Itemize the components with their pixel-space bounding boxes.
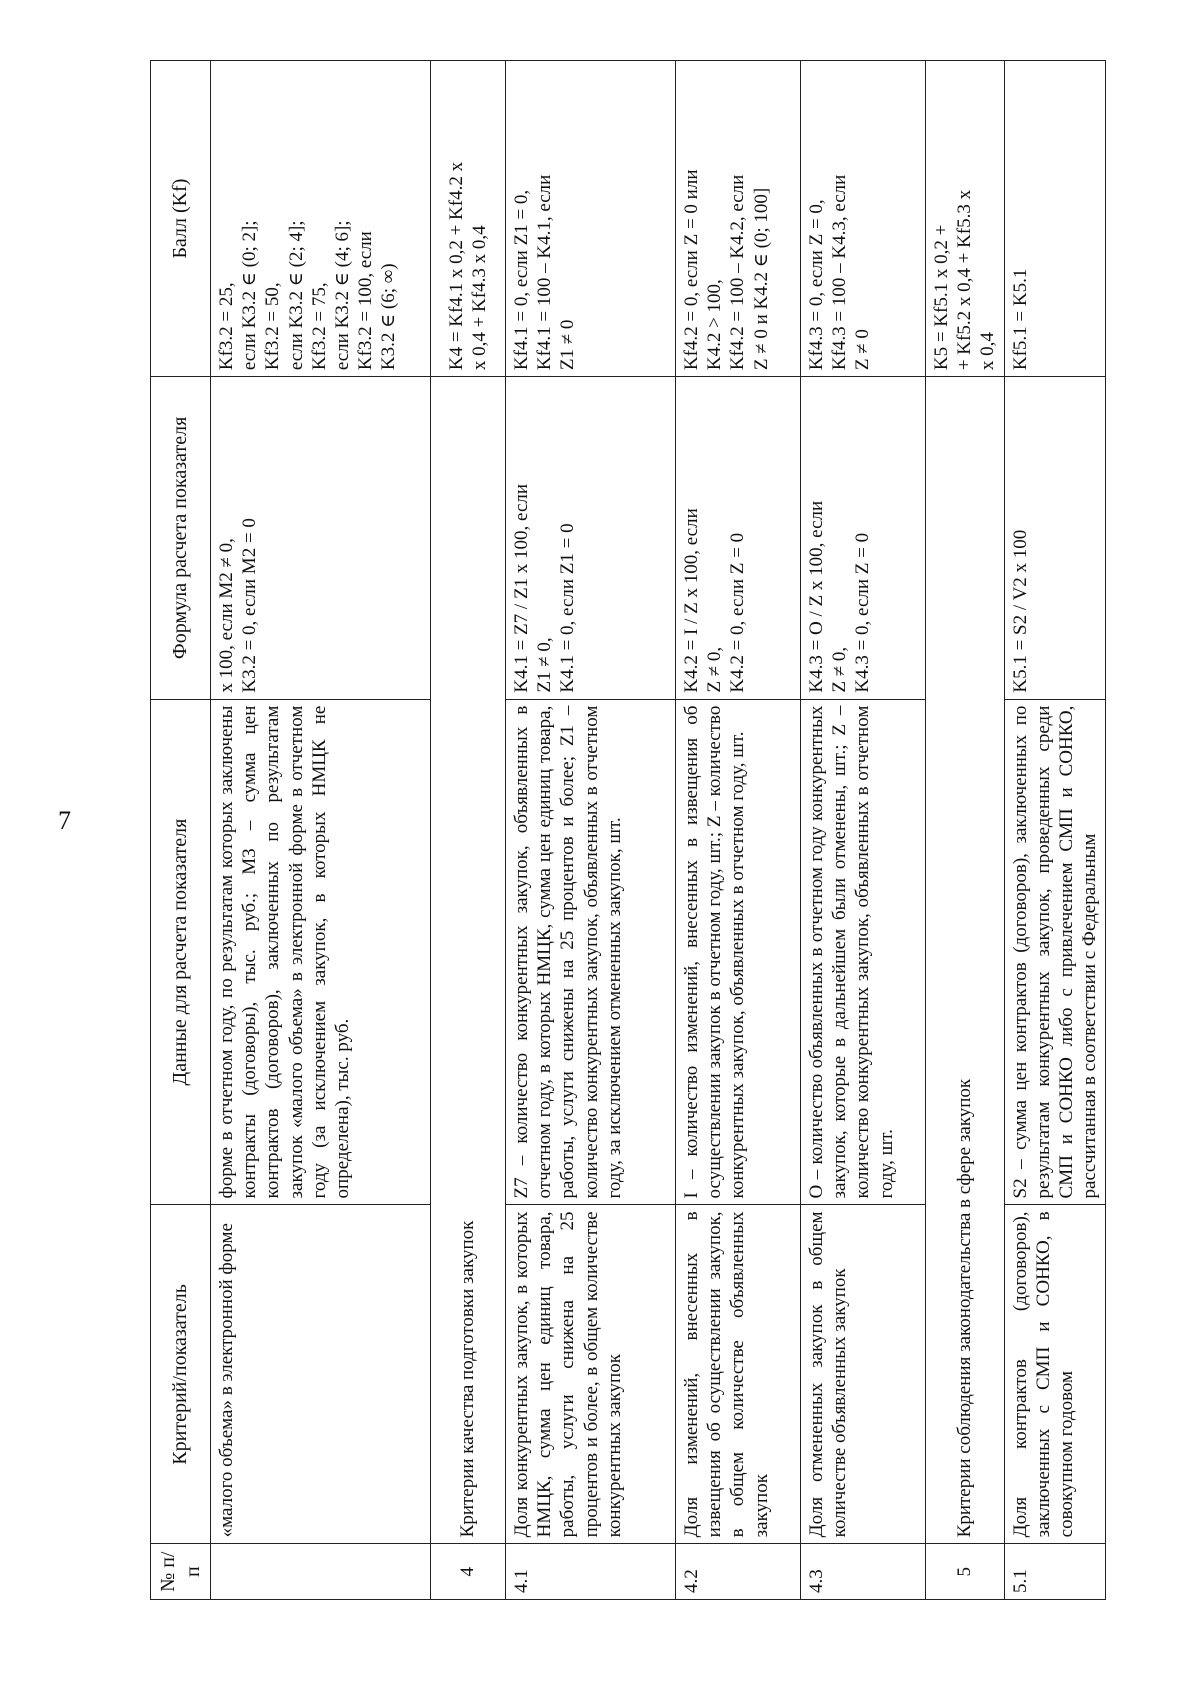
row-data: I – количество изменений, внесенных в извещения об осуществлении закупок в отчетном году, шт.; Z – количество конкурентных закупок, объявленных в отчетном году, шт. — [676, 699, 801, 1205]
score-line: Kf4.2 = 0, если Z = 0 или — [681, 169, 702, 371]
section-title: Критерии соблюдения законодательства в сфере закупок — [926, 377, 1005, 1544]
score-line: K4 = Kf4.1 x 0,2 + Kf4.2 x — [445, 161, 467, 371]
header-criterion: Критерий/показатель — [151, 1205, 211, 1544]
row-criterion: Доля отмененных закупок в общем количестве объявленных закупок — [801, 1205, 926, 1544]
row-criterion: Доля конкурентных закупок, в которых НМЦК, сумма цен единиц товара, работы, услуги снижена на 25 процентов и более, в общем количестве конкурентных закупок — [506, 1205, 676, 1544]
formula-line: K4.2 = I / Z x 100, если — [681, 508, 702, 693]
row-num — [211, 1544, 431, 1600]
score-line: K3.2 ∈ (6; ∞) — [378, 263, 400, 371]
score-line: Z ≠ 0 — [852, 329, 874, 371]
table-row — [1004, 61, 1106, 1600]
score-line: + Kf5.2 x 0,4 + Kf5.3 x — [954, 189, 976, 371]
row-data: Z7 – количество конкурентных закупок, объявленных в отчетном году, в которых НМЦК, сумма цен единиц товара, работы, услуги снижены на 25 процентов и более; Z1 – количество конкурентных закупок, объявленных в отчетном году, за исключением отмененных закупок, шт. — [506, 699, 676, 1205]
score-line: если K3.2 ∈ (4; 6]; — [331, 220, 353, 371]
formula-line: Z ≠ 0, — [829, 646, 851, 693]
row-data: S2 – сумма цен контрактов (договоров), заключенных по результатам конкурентных закупок, проведенных среди СМП и СОНКО либо с привлечением СМП и СОНКО, рассчитанная в соответствии с Федеральным — [1004, 699, 1106, 1205]
formula-line: Z ≠ 0, — [704, 646, 726, 693]
row-score — [431, 61, 506, 377]
formula-line: K4.1 = 0, если Z1 = 0 — [557, 523, 579, 693]
header-score: Балл (Kf) — [151, 61, 211, 377]
score-line: Z ≠ 0 и K4.2 ∈ (0; 100] — [750, 187, 772, 371]
row-num: 4.2 — [676, 1544, 801, 1600]
formula-line: K3.2 = 0, если М2 = 0 — [239, 518, 261, 693]
header-formula: Формула расчета показателя — [151, 377, 211, 699]
score-line: Kf5.1 = K5.1 — [1009, 268, 1031, 371]
score-line: Kf3.2 = 75, — [308, 282, 330, 371]
row-criterion: «малого объема» в электронной форме — [211, 1205, 431, 1544]
formula-line: K4.3 = O / Z x 100, если — [806, 500, 827, 693]
row-num: 4.1 — [506, 1544, 676, 1600]
score-line: если K3.2 ∈ (2; 4]; — [285, 220, 307, 371]
row-score — [801, 61, 926, 377]
table-header-row — [151, 61, 211, 1600]
formula-line: x 100, если М2 ≠ 0, — [216, 538, 237, 693]
header-num: № п/п — [151, 1544, 211, 1600]
row-num: 5.1 — [1004, 1544, 1106, 1600]
row-criterion: Доля контрактов (договоров), заключенных с СМП и СОНКО, в совокупном годовом — [1004, 1205, 1106, 1544]
row-num: 4.3 — [801, 1544, 926, 1600]
score-line: x 0,4 — [977, 332, 999, 371]
score-line: Kf3.2 = 50, — [262, 282, 284, 371]
row-num: 4 — [431, 1544, 506, 1600]
row-score — [211, 61, 431, 377]
formula-line: Z1 ≠ 0, — [534, 637, 556, 693]
table-row — [211, 61, 431, 1600]
row-num: 5 — [926, 1544, 1005, 1600]
score-line: Kf4.3 = 100 – K4.3, если — [829, 174, 851, 371]
header-data: Данные для расчета показателя — [151, 699, 211, 1205]
row-score — [676, 61, 801, 377]
criteria-table — [150, 60, 1106, 1600]
row-criterion: Доля изменений, внесенных в извещения об осуществлении закупок, в общем количестве объявленных закупок — [676, 1205, 801, 1544]
page-number: 7 — [58, 806, 71, 835]
row-score — [506, 61, 676, 377]
section-row — [926, 61, 1005, 1600]
table-row — [801, 61, 926, 1600]
score-line: K4.2 > 100, — [704, 279, 726, 371]
score-line: Kf4.1 = 100 – K4.1, если — [534, 174, 556, 371]
score-line: Kf4.2 = 100 – K4.2, если — [727, 174, 749, 371]
score-line: Z1 ≠ 0 — [557, 319, 579, 371]
formula-line: K5.1 = S2 / V2 x 100 — [1009, 529, 1031, 693]
formula-line: K4.2 = 0, если Z = 0 — [727, 532, 749, 693]
score-line: Kf4.1 = 0, если Z1 = 0, — [511, 189, 532, 371]
score-line: Kf3.2 = 25, — [216, 282, 237, 371]
section-title: Критерии качества подготовки закупок — [431, 377, 506, 1544]
row-formula — [676, 377, 801, 699]
row-score — [926, 61, 1005, 377]
row-formula — [211, 377, 431, 699]
score-line: Kf3.2 = 100, если — [355, 231, 377, 371]
row-data: O – количество объявленных в отчетном году конкурентных закупок, которые в дальнейшем были отменены, шт.; Z – количество конкурентных закупок, объявленных в отчетном году, шт. — [801, 699, 926, 1205]
score-line: x 0,4 + Kf4.3 x 0,4 — [469, 225, 490, 371]
row-formula — [1004, 377, 1106, 699]
section-row — [431, 61, 506, 1600]
score-line: если K3.2 ∈ (0; 2]; — [239, 220, 261, 371]
score-line: Kf4.3 = 0, если Z = 0, — [806, 199, 827, 371]
formula-line: K4.3 = 0, если Z = 0 — [852, 532, 874, 693]
rotated-page-content — [150, 60, 1101, 1600]
row-score — [1004, 61, 1106, 377]
table-row — [506, 61, 676, 1600]
row-data: форме в отчетном году, по результатам которых заключены контракты (договоры), тыс. руб.; М3 – сумма цен контрактов (договоров), заключенных по результатам закупок «малого объема» в электронной форме в отчетном году (за исключением закупок, в которых НМЦК не определена), тыс. руб. — [211, 699, 431, 1205]
score-line: K5 = Kf5.1 x 0,2 + — [931, 224, 952, 371]
formula-line: K4.1 = Z7 / Z1 x 100, если — [511, 483, 532, 693]
row-formula — [506, 377, 676, 699]
table-row — [676, 61, 801, 1600]
row-formula — [801, 377, 926, 699]
